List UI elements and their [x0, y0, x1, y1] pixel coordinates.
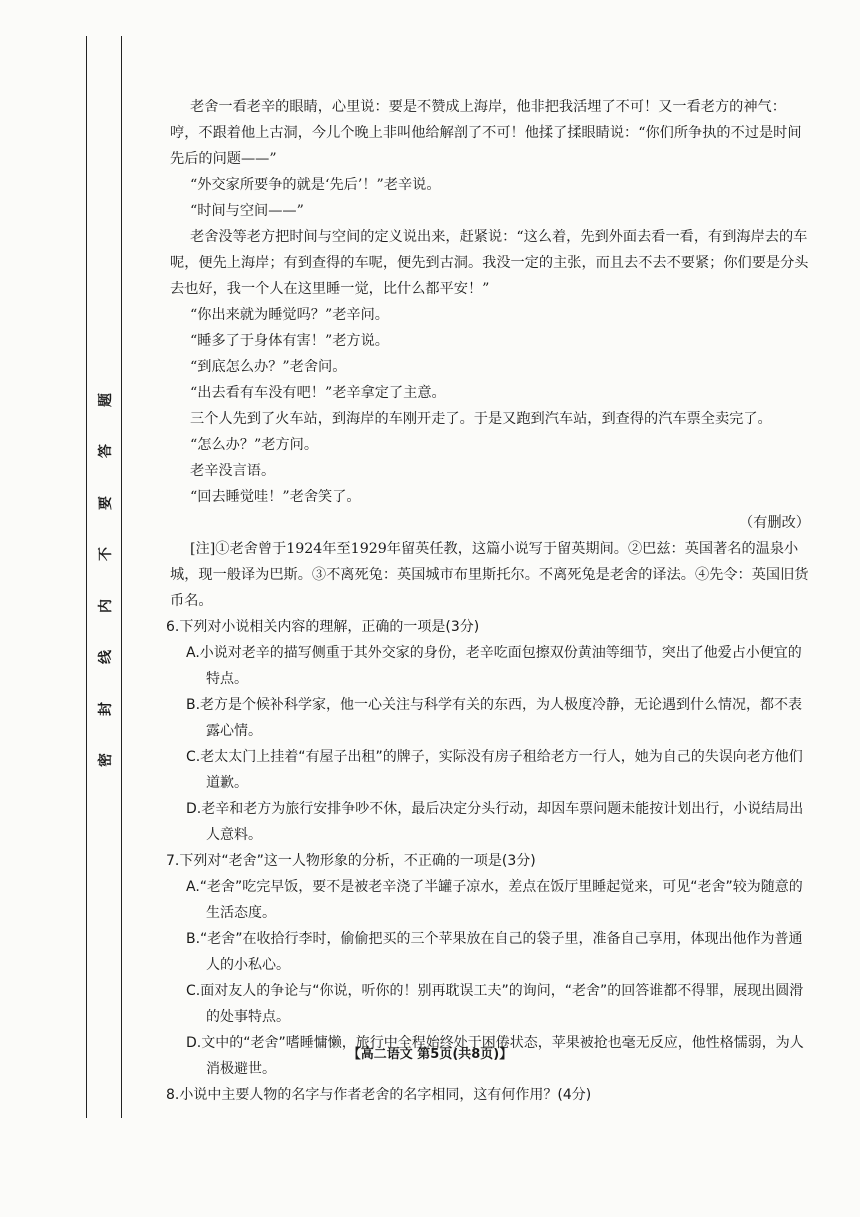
story-paragraph: “回去睡觉哇！”老舍笑了。 — [190, 489, 361, 505]
question-6-option-d: D.老辛和老方为旅行安排争吵不休，最后决定分头行动，却因车票问题未能按计划出行，小说结局出人意料。 — [186, 801, 804, 843]
binding-char: 答 — [98, 444, 114, 459]
binding-char: 要 — [98, 495, 114, 510]
story-paragraph: “出去看有车没有吧！”老辛拿定了主意。 — [190, 385, 446, 401]
story-paragraph: 三个人先到了火车站，到海岸的车刚开走了。于是又跑到汽车站，到查得的汽车票全卖完了。 — [190, 411, 772, 427]
story-paragraph: 老辛没言语。 — [190, 463, 276, 479]
binding-char: 线 — [98, 650, 114, 665]
story-paragraph: “你出来就为睡觉吗？”老辛问。 — [190, 307, 389, 323]
question-6-option-b: B.老方是个候补科学家，他一心关注与科学有关的东西，为人极度冷静，无论遇到什么情况，都不表露心情。 — [186, 697, 803, 739]
story-paragraph: “睡多了于身体有害！”老方说。 — [190, 333, 389, 349]
question-7-option-d: D.文中的“老舍”嗜睡慵懒，旅行中全程始终处于困倦状态，苹果被抢也毫无反应，他性格懦弱，为人消极避世。 — [186, 1035, 804, 1077]
binding-char: 密 — [98, 752, 114, 767]
question-6-stem: 6.下列对小说相关内容的理解，正确的一项是(3分) — [166, 619, 480, 635]
question-6-option-a: A.小说对老辛的描写侧重于其外交家的身份，老辛吃面包擦双份黄油等细节，突出了他爱占小便宜的特点。 — [186, 645, 802, 687]
page-content — [166, 94, 810, 1108]
question-8-stem: 8.小说中主要人物的名字与作者老舍的名字相同，这有何作用？(4分) — [166, 1087, 592, 1103]
binding-char: 内 — [98, 598, 114, 613]
story-paragraph: “到底怎么办？”老舍问。 — [190, 359, 347, 375]
story-paragraph: “怎么办？”老方问。 — [190, 437, 319, 453]
source-note: （有删改） — [739, 515, 810, 531]
story-paragraph: “时间与空间——” — [190, 203, 304, 219]
binding-line-outer — [86, 36, 87, 1118]
binding-char: 题 — [98, 393, 114, 407]
annotation-note: [注]①老舍曾于1924年至1929年留英任教，这篇小说写于留英期间。②巴兹：英国著名的温泉小城，现一般译为巴斯。③不离死兔：英国城市布里斯托尔。不离死兔是老舍的译法。④先令：英国旧货币名。 — [170, 541, 809, 609]
binding-char: 封 — [98, 701, 114, 716]
binding-line-inner — [121, 36, 122, 1118]
page-footer: 【高二语文 第5页(共8页)】 — [347, 1047, 513, 1062]
question-6-option-c: C.老太太门上挂着“有屋子出租”的牌子，实际没有房子租给老方一行人，她为自己的失误向老方他们道歉。 — [186, 749, 803, 791]
story-paragraph: “外交家所要争的就是‘先后’！”老辛说。 — [190, 177, 441, 193]
question-7-option-b: B.“老舍”在收拾行李时，偷偷把买的三个苹果放在自己的袋子里，准备自己享用，体现出他作为普通人的小私心。 — [186, 931, 803, 973]
story-paragraph: 老舍没等老方把时间与空间的定义说出来，赶紧说：“这么着，先到外面去看一看，有到海岸去的车呢，便先上海岸；有到查得的车呢，便先到古洞。我没一定的主张，而且去不去不要紧；你们要是分头去也好，我一个人在这里睡一觉，比什么都平安！” — [170, 229, 809, 297]
question-7-option-c: C.面对友人的争论与“你说，听你的！别再耽误工夫”的询问，“老舍”的回答谁都不得罪，展现出圆滑的处事特点。 — [186, 983, 804, 1025]
binding-char: 不 — [98, 547, 114, 562]
story-paragraph: 老舍一看老辛的眼睛，心里说：要是不赞成上海岸，他非把我活埋了不可！又一看老方的神气：哼，不跟着他上古洞，今儿个晚上非叫他给解剖了不可！他揉了揉眼睛说：“你们所争执的不过是时间先后的问题——” — [170, 99, 802, 167]
question-7-stem: 7.下列对“老舍”这一人物形象的分析，不正确的一项是(3分) — [166, 853, 536, 869]
binding-warning — [94, 390, 116, 770]
question-7-option-a: A.“老舍”吃完早饭，要不是被老辛浇了半罐子凉水，差点在饭厅里睡起觉来，可见“老舍”较为随意的生活态度。 — [186, 879, 803, 921]
